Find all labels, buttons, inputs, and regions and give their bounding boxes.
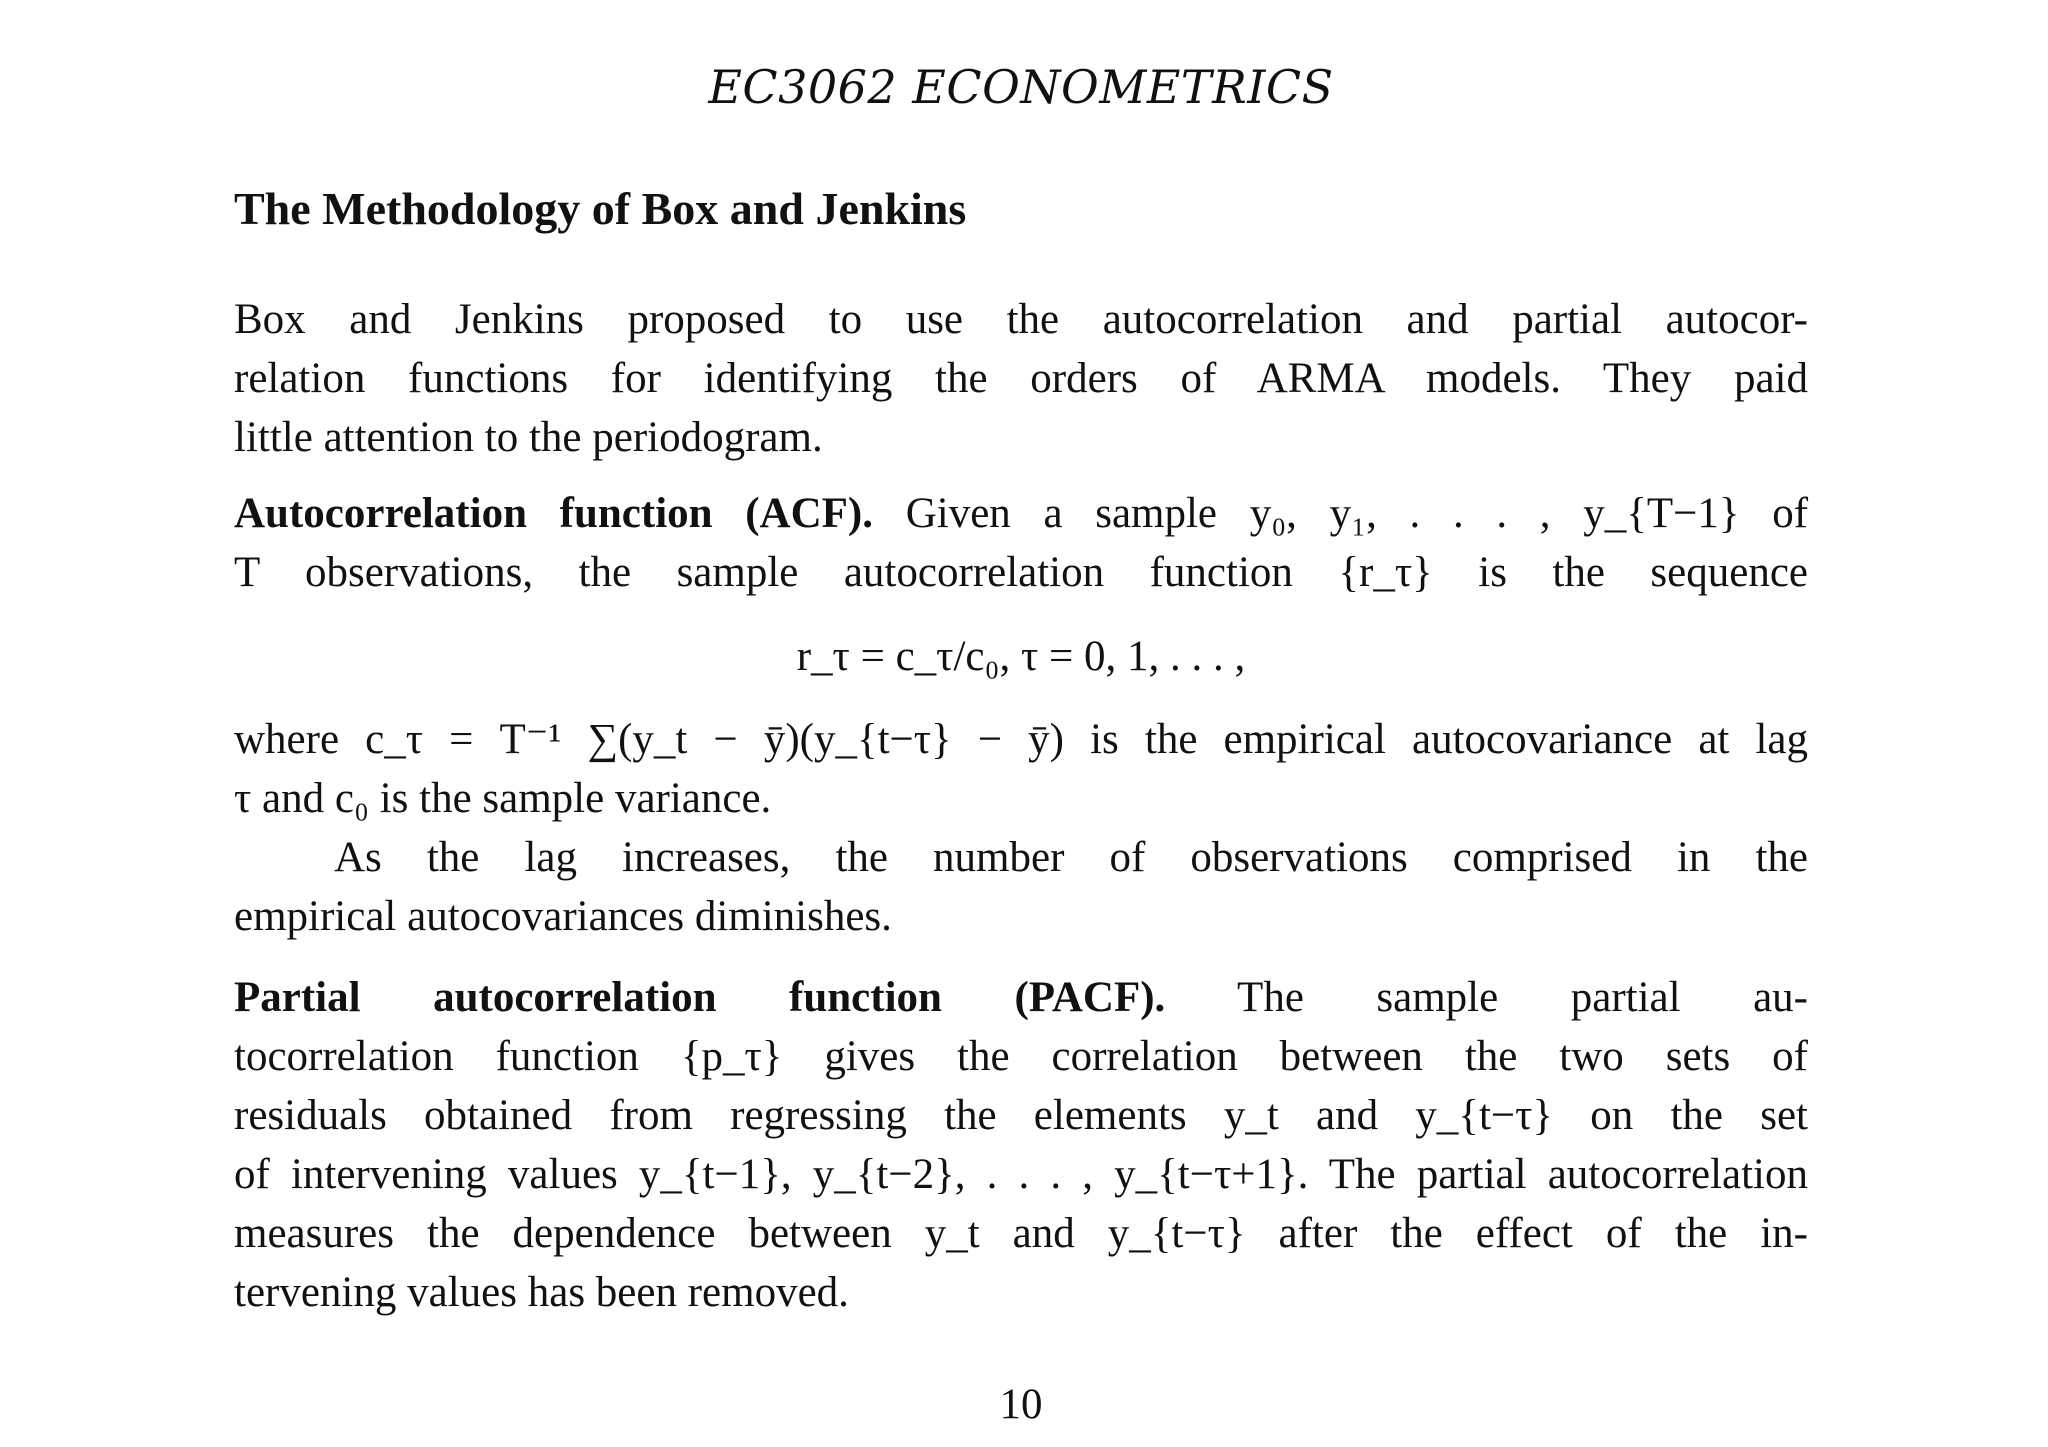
acf-line1-text: Given a sample y₀, y₁, . . . , y_{T−1} of [905, 490, 1809, 537]
acf-note-line: As the lag increases, the number of observations comprised in the [334, 834, 1808, 881]
acf-where-line: where c_τ = T⁻¹ ∑(y_t − ȳ)(y_{t−τ} − ȳ) is the empirical autocovariance at lag [234, 716, 1808, 763]
section-title: The Methodology of Box and Jenkins [234, 183, 967, 234]
intro-line: Box and Jenkins proposed to use the autocorrelation and partial autocor- [234, 296, 1808, 343]
pacf-line: tocorrelation function {p_τ} gives the correlation between the two sets of [234, 1033, 1808, 1080]
acf-where-paragraph [234, 710, 1808, 946]
intro-line: little attention to the periodogram. [234, 414, 823, 461]
pacf-line: of intervening values y_{t−1}, y_{t−2}, . . . , y_{t−τ+1}. The partial autocorrelation [234, 1151, 1808, 1198]
pacf-paragraph [234, 968, 1808, 1322]
acf-equation: r_τ = c_τ/c₀, τ = 0, 1, . . . , [796, 633, 1246, 680]
acf-note-line: empirical autocovariances diminishes. [234, 893, 892, 940]
pacf-line1-text: The sample partial au- [1237, 974, 1808, 1021]
page-number: 10 [999, 1381, 1043, 1428]
pacf-line [234, 968, 1808, 1027]
acf-where-line: τ and c₀ is the sample variance. [234, 775, 772, 822]
intro-line: relation functions for identifying the orders of ARMA models. They paid [234, 355, 1808, 402]
intro-paragraph [234, 290, 1808, 467]
pacf-line: residuals obtained from regressing the elements y_t and y_{t−τ} on the set [234, 1092, 1808, 1139]
pacf-heading: Partial autocorrelation function (PACF). [234, 974, 1166, 1021]
acf-line: T observations, the sample autocorrelation function {r_τ} is the sequence [234, 549, 1808, 596]
pacf-line: tervening values has been removed. [234, 1269, 849, 1316]
acf-line [234, 484, 1808, 543]
acf-heading: Autocorrelation function (ACF). [234, 490, 874, 537]
running-head: EC3062 ECONOMETRICS [708, 60, 1334, 114]
pacf-line: measures the dependence between y_t and y_{t−τ} after the effect of the in- [234, 1210, 1808, 1257]
acf-paragraph [234, 484, 1808, 602]
